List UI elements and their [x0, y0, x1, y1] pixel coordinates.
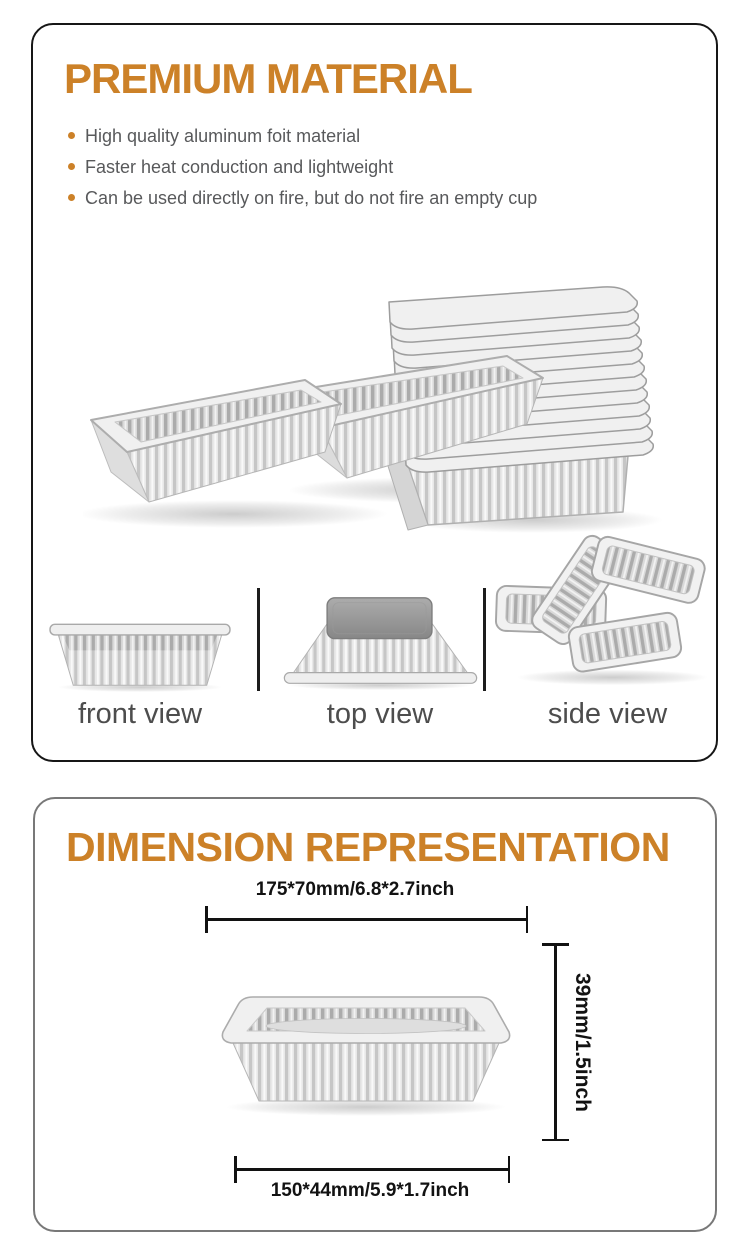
- width-dimension-label: 175*70mm/6.8*2.7inch: [255, 879, 455, 900]
- width-dimension-line: [205, 918, 528, 921]
- bullet-text: Faster heat conduction and lightweight: [85, 157, 394, 177]
- bullet-item: [68, 189, 537, 207]
- bullet-text: High quality aluminum foit material: [85, 126, 361, 146]
- front-view-label: front view: [77, 698, 203, 730]
- bullet-list: [68, 127, 537, 220]
- dimension-title: DIMENSION REPRESENTATION: [66, 824, 670, 870]
- foil-pans-illustration: [83, 250, 668, 540]
- base-dimension-label: 150*44mm/5.9*1.7inch: [270, 1180, 470, 1201]
- side-view-pans-illustration: [495, 529, 720, 693]
- front-view-block: [33, 545, 247, 731]
- height-dimension-label: 39mm/1.5inch: [571, 972, 594, 1112]
- view-divider: [257, 588, 260, 691]
- front-view-image: [33, 545, 247, 693]
- dimension-product-image: [213, 979, 519, 1121]
- top-view-image: [270, 545, 490, 693]
- side-view-label: side view: [547, 698, 668, 730]
- bullet-dot-icon: [68, 163, 75, 170]
- bullet-item: [68, 158, 537, 176]
- views-row: [33, 545, 720, 745]
- premium-material-card: [31, 23, 718, 762]
- height-dimension-line: [554, 943, 557, 1141]
- product-photo-main: [83, 250, 668, 540]
- bullet-text: Can be used directly on fire, but do not fire an empty cup: [85, 188, 538, 208]
- view-divider: [483, 588, 486, 691]
- top-view-pan-illustration: [278, 592, 483, 693]
- premium-title: PREMIUM MATERIAL: [64, 55, 472, 102]
- front-view-pan-illustration: [48, 604, 232, 693]
- bullet-item: [68, 127, 537, 145]
- top-view-label: top view: [326, 698, 434, 730]
- dimension-diagram: [35, 799, 719, 1234]
- bullet-dot-icon: [68, 132, 75, 139]
- bullet-dot-icon: [68, 194, 75, 201]
- base-dimension-line: [234, 1168, 510, 1171]
- side-view-image: [495, 545, 720, 693]
- dimension-pan-illustration: [213, 979, 519, 1121]
- top-view-block: [270, 545, 490, 731]
- dimension-card: [33, 797, 717, 1232]
- side-view-block: [495, 545, 720, 731]
